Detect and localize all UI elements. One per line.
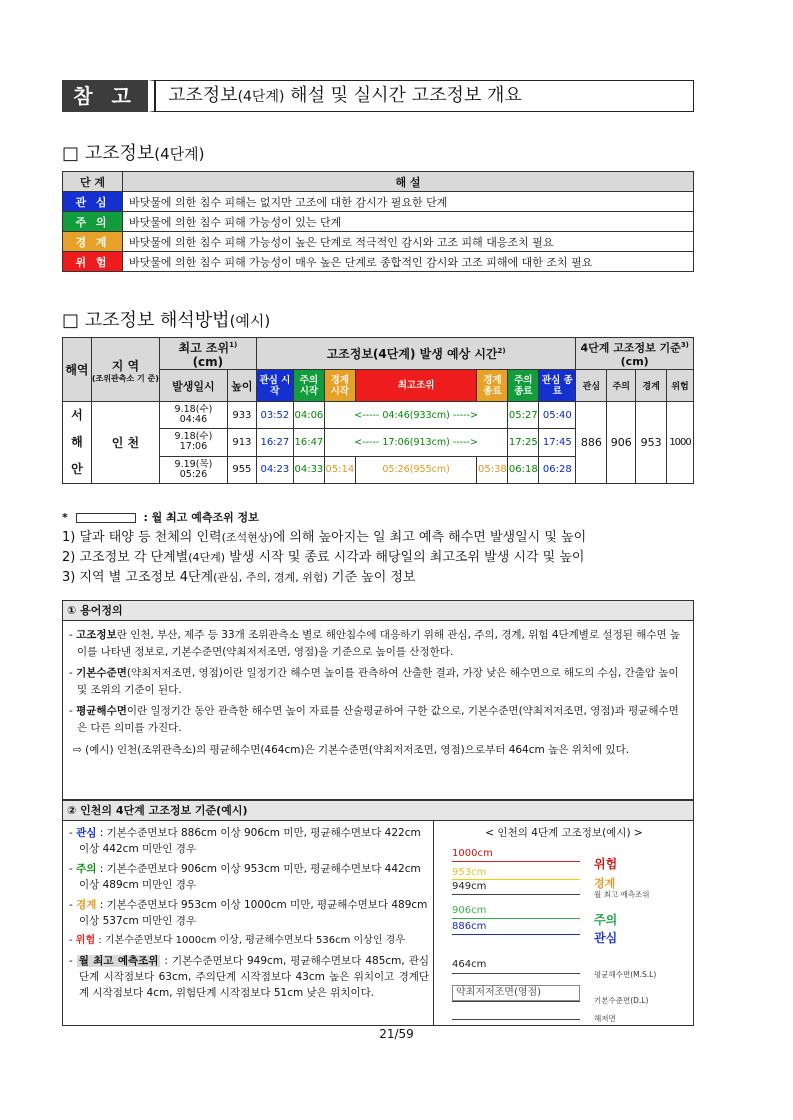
fig-v953: 953cm bbox=[452, 867, 487, 878]
caution-end-cell: 06:18 bbox=[508, 456, 539, 483]
std-warning-cell: 953 bbox=[636, 402, 667, 484]
fig-v906: 906cm bbox=[452, 905, 487, 916]
max-tide-header bbox=[159, 338, 256, 370]
std-header bbox=[576, 338, 694, 370]
arrow-right: -----> bbox=[452, 409, 478, 421]
region-header: 해역 bbox=[63, 338, 92, 402]
caution-end-cell: 17:25 bbox=[508, 429, 539, 456]
area-header-sub: (조위관측소 기 준) bbox=[91, 373, 159, 383]
std-danger-cell: 1000 bbox=[667, 402, 694, 484]
area-header-main: 지 역 bbox=[111, 358, 140, 373]
level-interest: 관 심 bbox=[63, 192, 123, 212]
caution-end-cell: 05:27 bbox=[508, 402, 539, 429]
peak-cell: <----- 04:46(933cm) -----> bbox=[324, 402, 508, 429]
interest-end-cell: 17:45 bbox=[539, 429, 576, 456]
interest-start-cell: 03:52 bbox=[256, 402, 293, 429]
fig-dl-box: 약최저저조면(영점) bbox=[452, 985, 580, 1001]
note-1: 1) 달과 태양 등 천체의 인력(조석현상)에 의해 높아지는 일 최고 예측 해수면 발생일시 및 높이 bbox=[62, 530, 587, 545]
legend-swatch bbox=[76, 513, 136, 523]
fig-line-1000 bbox=[452, 861, 580, 862]
level-item: - 관심 : 기본수준면보다 886cm 이상 906cm 미만, 평균해수면보다 422cm 이상 442cm 미만인 경우 bbox=[69, 827, 421, 855]
fig-label-interest: 관심 bbox=[594, 931, 618, 945]
level-desc: 바닷물에 의한 침수 피해 가능성이 매우 높은 단계로 종합적인 감시와 고조 피해에 대한 조치 필요 bbox=[123, 252, 694, 272]
date-cell: 9.19(목) 05:26 bbox=[159, 456, 227, 483]
std-header-label: 4단계 고조정보 기준 bbox=[580, 341, 681, 355]
fig-label-caution: 주의 bbox=[594, 913, 618, 927]
level-danger: 위 험 bbox=[63, 252, 123, 272]
definition-item: - 기본수준면(약최저저조면, 영점)이란 일정기간 해수면 높이를 관측하여 산출한 결과, 가장 낮은 해수면으로 해도의 수심, 간출암 높이 및 조위의 기준이 된다. bbox=[69, 667, 679, 696]
forecast-table bbox=[62, 337, 694, 484]
term-msl: 평균해수면 bbox=[76, 705, 127, 717]
level-caution: 주 의 bbox=[63, 212, 123, 232]
area-header bbox=[91, 338, 159, 402]
table-row bbox=[63, 212, 694, 232]
legend-text: : 월 최고 예측조위 정보 bbox=[143, 511, 259, 524]
fig-v886: 886cm bbox=[452, 921, 487, 932]
note-3: 3) 지역 별 고조정보 4단계(관심, 주의, 경계, 위험) 기준 높이 정보 bbox=[62, 570, 416, 585]
fig-label-seabed: 해저면 bbox=[594, 1014, 616, 1023]
fig-line-msl bbox=[452, 973, 580, 974]
date-cell: 9.18(수) 17:06 bbox=[159, 429, 227, 456]
warning-start-header: 경계 시작 bbox=[324, 370, 355, 402]
fig-label-danger: 위험 bbox=[594, 857, 618, 871]
level-item: - 위험 : 기본수준면보다 1000cm 이상, 평균해수면보다 536cm 이상인 경우 bbox=[69, 935, 405, 946]
monthly-max-term: 월 최고 예측조위 bbox=[78, 955, 159, 967]
std-header-unit: (cm) bbox=[620, 354, 649, 368]
warning-end-cell: 05:38 bbox=[477, 456, 508, 483]
max-tide-unit: (cm) bbox=[192, 355, 224, 369]
level-desc: 바닷물에 의한 침수 피해는 없지만 고조에 대한 감시가 필요한 단계 bbox=[123, 192, 694, 212]
section1-heading bbox=[62, 143, 205, 165]
caution-end-header: 주의 종료 bbox=[508, 370, 539, 402]
table-row bbox=[63, 338, 694, 370]
fig-label-monthly: 월 최고 예측조위 bbox=[594, 890, 650, 899]
table-row bbox=[63, 252, 694, 272]
table-row bbox=[63, 192, 694, 212]
region-cell: 서 해 안 bbox=[63, 402, 92, 484]
level-warning: 경 계 bbox=[63, 232, 123, 252]
warning-end-header: 경계 종료 bbox=[477, 370, 508, 402]
fig-line-seabed bbox=[452, 1019, 580, 1020]
level-desc: 바닷물에 의한 침수 피해 가능성이 높은 단계로 적극적인 감시와 고조 피해 대응조치 필요 bbox=[123, 232, 694, 252]
level-desc: 바닷물에 의한 침수 피해 가능성이 있는 단계 bbox=[123, 212, 694, 232]
fig-line-dl bbox=[452, 1001, 580, 1002]
fig-label-warning: 경계 bbox=[594, 877, 616, 890]
height-cell: 933 bbox=[227, 402, 256, 429]
col-desc-header: 해 설 bbox=[123, 172, 694, 192]
std-caution-header: 주의 bbox=[607, 370, 636, 402]
interest-start-cell: 04:23 bbox=[256, 456, 293, 483]
level-item: - 월 최고 예측조위 : 기본수준면보다 949cm, 평균해수면보다 485cm, 관심단계 시작점보다 63cm, 주의단계 시작점보다 43cm 높은 위치이고 경계단계 시작점보다 4cm, 위험단계 시작점보다 51cm 낮은 위치이다. bbox=[69, 955, 429, 999]
caution-start-cell: 04:06 bbox=[293, 402, 324, 429]
definition-item: - 고조정보란 인천, 부산, 제주 등 33개 조위관측소 별로 해안침수에 대응하기 위해 관심, 주의, 경계, 위험 4단계별로 설정된 해수면 높이를 나타낸 정보로, 기본수준면(약최저저조면, 영점)을 기준으로 높이를 산정한다. bbox=[69, 629, 681, 658]
definition-example: ⇨ (예시) 인천(조위관측소)의 평균해수면(464cm)은 기본수준면(약최저저조면, 영점)으로부터 464cm 높은 위치에 있다. bbox=[73, 744, 630, 756]
peak-cell: <----- 17:06(913cm) -----> bbox=[324, 429, 508, 456]
std-caution-cell: 906 bbox=[607, 402, 636, 484]
definitions-box bbox=[62, 600, 694, 800]
caution-start-header: 주의 시작 bbox=[293, 370, 324, 402]
fig-line-949 bbox=[452, 894, 580, 895]
fig-line-886 bbox=[452, 934, 580, 935]
term-high-tide-info: 고조정보 bbox=[76, 629, 117, 641]
section1-heading-b: (4단계) bbox=[154, 145, 205, 163]
table-row bbox=[63, 232, 694, 252]
interest-start-header: 관심 시작 bbox=[256, 370, 293, 402]
level-danger-term: 위험 bbox=[75, 935, 96, 946]
section1-heading-a: □ 고조정보 bbox=[62, 143, 155, 164]
area-cell: 인 천 bbox=[91, 402, 159, 484]
stage-table bbox=[62, 171, 694, 272]
incheon-levels-box bbox=[62, 800, 694, 1026]
std-interest-cell: 886 bbox=[576, 402, 607, 484]
fig-v949: 949cm bbox=[452, 881, 487, 892]
arrow-right: -----> bbox=[452, 436, 478, 448]
legend-star: * bbox=[62, 511, 68, 524]
arrow-left: <----- bbox=[354, 409, 380, 421]
peak-header: 최고조위 bbox=[355, 370, 477, 402]
peak-cell: 05:26(955cm) bbox=[355, 456, 477, 483]
incheon-levels-title: ② 인천의 4단계 고조정보 기준(예시) bbox=[63, 801, 693, 821]
time-header bbox=[256, 338, 576, 370]
title-part-b: (4단계) bbox=[237, 89, 285, 105]
warning-start-cell: 05:14 bbox=[324, 456, 355, 483]
definitions-title: ① 용어정의 bbox=[63, 601, 693, 621]
std-interest-header: 관심 bbox=[576, 370, 607, 402]
level-warning-term: 경계 bbox=[76, 899, 97, 911]
fig-line-953 bbox=[452, 879, 580, 880]
note-2: 2) 고조정보 각 단계별(4단계) 발생 시작 및 종료 시각과 해당일의 최고조위 발생 시각 및 높이 bbox=[62, 550, 585, 565]
level-interest-term: 관심 bbox=[76, 827, 97, 839]
caution-start-cell: 04:33 bbox=[293, 456, 324, 483]
std-danger-header: 위험 bbox=[667, 370, 694, 402]
date-cell: 9.18(수) 04:46 bbox=[159, 402, 227, 429]
max-tide-label: 최고 조위 bbox=[178, 341, 230, 355]
legend-line bbox=[62, 510, 259, 526]
caution-start-cell: 16:47 bbox=[293, 429, 324, 456]
date-header: 발생일시 bbox=[159, 370, 227, 402]
level-item: - 주의 : 기본수준면보다 906cm 이상 953cm 미만, 평균해수면보다 442cm 이상 489cm 미만인 경우 bbox=[69, 863, 421, 891]
time-header-label: 고조정보(4단계) 발생 예상 시간 bbox=[326, 347, 498, 361]
section2-heading-a: □ 고조정보 해석방법 bbox=[62, 310, 230, 331]
fig-label-msl: 평균해수면(M.S.L) bbox=[594, 970, 657, 979]
title-part-a: 고조정보 bbox=[168, 85, 238, 106]
reference-label: 참 고 bbox=[62, 80, 148, 112]
max-tide-sup: 1) bbox=[229, 341, 238, 349]
title-part-c: 해설 및 실시간 고조정보 개요 bbox=[284, 85, 522, 106]
height-cell: 913 bbox=[227, 429, 256, 456]
term-datum: 기본수준면 bbox=[76, 667, 127, 679]
tide-level-figure bbox=[434, 821, 694, 1025]
fig-v464: 464cm bbox=[452, 959, 487, 970]
fig-v1000: 1000cm bbox=[452, 848, 493, 859]
level-caution-term: 주의 bbox=[76, 863, 97, 875]
fig-label-dl: 기본수준면(D.L) bbox=[594, 996, 649, 1005]
fig-line-906 bbox=[452, 918, 580, 919]
std-header-sup: 3) bbox=[680, 341, 689, 350]
interest-end-header: 관심 종료 bbox=[539, 370, 576, 402]
page-title bbox=[148, 80, 694, 112]
section2-heading-b: (예시) bbox=[229, 312, 271, 330]
height-cell: 955 bbox=[227, 456, 256, 483]
table-row bbox=[63, 172, 694, 192]
col-level-header: 단 계 bbox=[63, 172, 123, 192]
figure-title: < 인천의 4단계 고조정보(예시) > bbox=[485, 827, 643, 839]
level-item: - 경계 : 기본수준면보다 953cm 이상 1000cm 미만, 평균해수면보다 489cm 이상 537cm 미만인 경우 bbox=[69, 899, 428, 927]
section2-heading bbox=[62, 310, 270, 332]
height-header: 높이 bbox=[227, 370, 256, 402]
time-header-sup: 2) bbox=[497, 347, 506, 355]
std-warning-header: 경계 bbox=[636, 370, 667, 402]
page-number: 21/59 bbox=[379, 1027, 414, 1041]
table-row bbox=[63, 402, 694, 429]
interest-start-cell: 16:27 bbox=[256, 429, 293, 456]
arrow-left: <----- bbox=[354, 436, 380, 448]
definition-item: - 평균해수면이란 일정기간 동안 관측한 해수면 높이 자료를 산술평균하여 구한 값으로, 기본수준면(약최저저조면, 영점)과 평균해수면은 다른 의미를 가진다. bbox=[69, 705, 679, 734]
interest-end-cell: 05:40 bbox=[539, 402, 576, 429]
interest-end-cell: 06:28 bbox=[539, 456, 576, 483]
